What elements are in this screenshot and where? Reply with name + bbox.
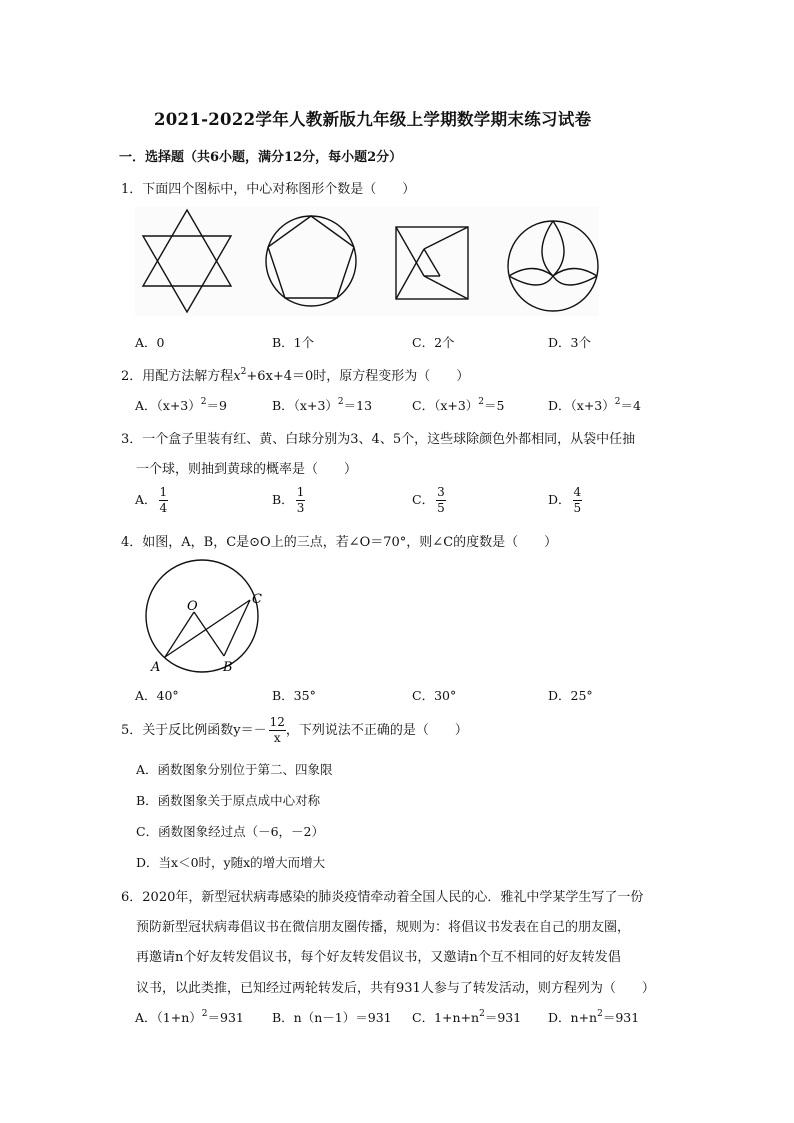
label-a: A — [151, 660, 161, 675]
q2-b-base: B．（x+3） — [272, 398, 338, 413]
q4-option-c[interactable]: C．30° — [412, 688, 457, 703]
q3-b-label: B． — [272, 492, 294, 507]
question-1-stem: 1．下面四个图标中，中心对称图形个数是（ ） — [121, 182, 416, 197]
q3-d-label: D． — [548, 492, 571, 507]
q6-c-base: C．1+n+n — [412, 1010, 480, 1025]
q3-a-den: 4 — [159, 501, 168, 515]
question-3-line2: 一个球，则抽到黄球的概率是（ ） — [136, 462, 358, 477]
section-heading: 一．选择题（共6小题，满分12分，每小题2分） — [119, 150, 403, 165]
question-5-stem — [121, 716, 468, 745]
q4-option-d[interactable]: D．25° — [548, 688, 593, 703]
q3-a-num: 1 — [159, 485, 168, 499]
q1-option-a[interactable]: A．0 — [135, 335, 165, 350]
q6-c-exp: 2 — [479, 1009, 485, 1019]
q2-d-exp: 2 — [614, 397, 621, 407]
q2-d-base: D．（x+3） — [548, 398, 615, 413]
q3-d-fraction — [573, 486, 583, 515]
question-6-line3: 再邀请n个好友转发倡议书，每个好友转发倡议书，又邀请n个互不相同的好友转发倡 — [136, 950, 621, 965]
q5-fraction — [269, 716, 286, 745]
q3-d-den: 5 — [573, 501, 582, 515]
label-o: O — [187, 599, 198, 614]
q2-c-rest: ＝5 — [484, 398, 505, 413]
q2-exponent: 2 — [240, 367, 247, 377]
q6-a-rest: ＝931 — [207, 1010, 244, 1025]
label-c: C — [252, 592, 262, 607]
question-4-figure — [136, 560, 270, 678]
page-title: 2021-2022学年人教新版九年级上学期数学期末练习试卷 — [154, 110, 592, 129]
q2-c-base: C．（x+3） — [412, 398, 479, 413]
q2-option-b[interactable] — [272, 396, 372, 414]
q6-a-exp: 2 — [201, 1009, 208, 1019]
question-6-line2: 预防新型冠状病毒倡议书在微信朋友圈传播，规则为：将倡议书发表在自己的朋友圈， — [136, 920, 631, 935]
q5-frac-den: x — [273, 731, 281, 745]
question-4-stem: 4．如图，A，B，C是⊙O上的三点，若∠O＝70°，则∠C的度数是（ ） — [121, 535, 558, 550]
q6-option-c[interactable] — [412, 1008, 521, 1026]
q6-d-exp: 2 — [597, 1009, 603, 1019]
q3-c-den: 5 — [437, 501, 445, 515]
q4-option-a[interactable]: A．40° — [135, 688, 179, 703]
q2-a-rest: ＝9 — [206, 398, 227, 413]
q2-a-exp: 2 — [200, 397, 207, 407]
q3-b-den: 3 — [296, 501, 305, 515]
label-b: B — [223, 660, 233, 675]
q3-d-num: 4 — [573, 485, 582, 499]
q2-option-c[interactable] — [412, 396, 504, 414]
q3-a-label: A． — [135, 492, 157, 507]
q2-b-exp: 2 — [337, 397, 344, 407]
q6-a-base: A．（1+n） — [135, 1010, 202, 1025]
q5-option-c[interactable]: C．函数图象经过点（－6，－2） — [136, 824, 324, 839]
q5-option-d[interactable]: D．当x＜0时，y随x的增大而增大 — [136, 855, 326, 870]
q5-option-a[interactable]: A．函数图象分别位于第二、四象限 — [136, 762, 333, 777]
q3-a-fraction — [159, 486, 169, 515]
q2-option-d[interactable] — [548, 396, 641, 414]
q3-c-label: C． — [412, 492, 435, 507]
segment-oa — [165, 612, 194, 657]
question-3-line1: 3．一个盒子里装有红、黄、白球分别为3、4、5个，这些球除颜色外都相同，从袋中任抽 — [121, 432, 636, 447]
q2-prefix: 2．用配方法解方程 — [121, 369, 234, 384]
question-2-stem — [121, 365, 469, 384]
q2-a-base: A．（x+3） — [135, 398, 201, 413]
q3-option-b[interactable] — [272, 486, 305, 515]
q2-b-rest: ＝13 — [343, 398, 373, 413]
figure-background — [135, 206, 599, 316]
q2-option-a[interactable] — [135, 396, 227, 414]
q6-d-rest: ＝931 — [602, 1010, 640, 1025]
q3-c-num: 3 — [437, 485, 445, 499]
q6-c-rest: ＝931 — [484, 1010, 522, 1025]
q6-d-base: D．n+n — [548, 1010, 598, 1025]
q3-option-c[interactable] — [412, 486, 446, 515]
q2-var: x — [233, 369, 241, 384]
q1-option-c[interactable]: C．2个 — [412, 335, 455, 350]
question-6-line4: 议书，以此类推，已知经过两轮转发后，共有931人参与了转发活动，则方程列为（ ） — [136, 981, 655, 996]
q6-option-b[interactable]: B．n（n－1）＝931 — [272, 1010, 392, 1025]
q5-frac-num: 12 — [269, 715, 285, 729]
circle-o — [146, 560, 258, 672]
q6-option-a[interactable] — [135, 1008, 244, 1026]
q3-b-fraction — [296, 486, 306, 515]
q3-option-a[interactable] — [135, 486, 168, 515]
q5-suffix: ，下列说法不正确的是（ ） — [285, 723, 468, 738]
q3-c-fraction — [436, 486, 446, 515]
q2-c-exp: 2 — [478, 397, 485, 407]
q4-option-b[interactable]: B．35° — [272, 688, 316, 703]
question-1-figures — [133, 206, 601, 316]
q3-b-num: 1 — [296, 485, 305, 499]
q1-option-b[interactable]: B．1个 — [272, 335, 315, 350]
q6-option-d[interactable] — [548, 1008, 639, 1026]
q3-option-d[interactable] — [548, 486, 582, 515]
q2-d-rest: ＝4 — [620, 398, 641, 413]
q5-option-b[interactable]: B．函数图象关于原点成中心对称 — [136, 793, 321, 808]
q5-prefix: 5．关于反比例函数y＝－ — [121, 723, 267, 738]
q2-rest: +6x+4＝0时，原方程变形为（ ） — [246, 369, 470, 384]
q1-option-d[interactable]: D．3个 — [548, 335, 591, 350]
question-6-line1: 6．2020年，新型冠状病毒感染的肺炎疫情牵动着全国人民的心．雅礼中学某学生写了一份 — [121, 890, 644, 905]
